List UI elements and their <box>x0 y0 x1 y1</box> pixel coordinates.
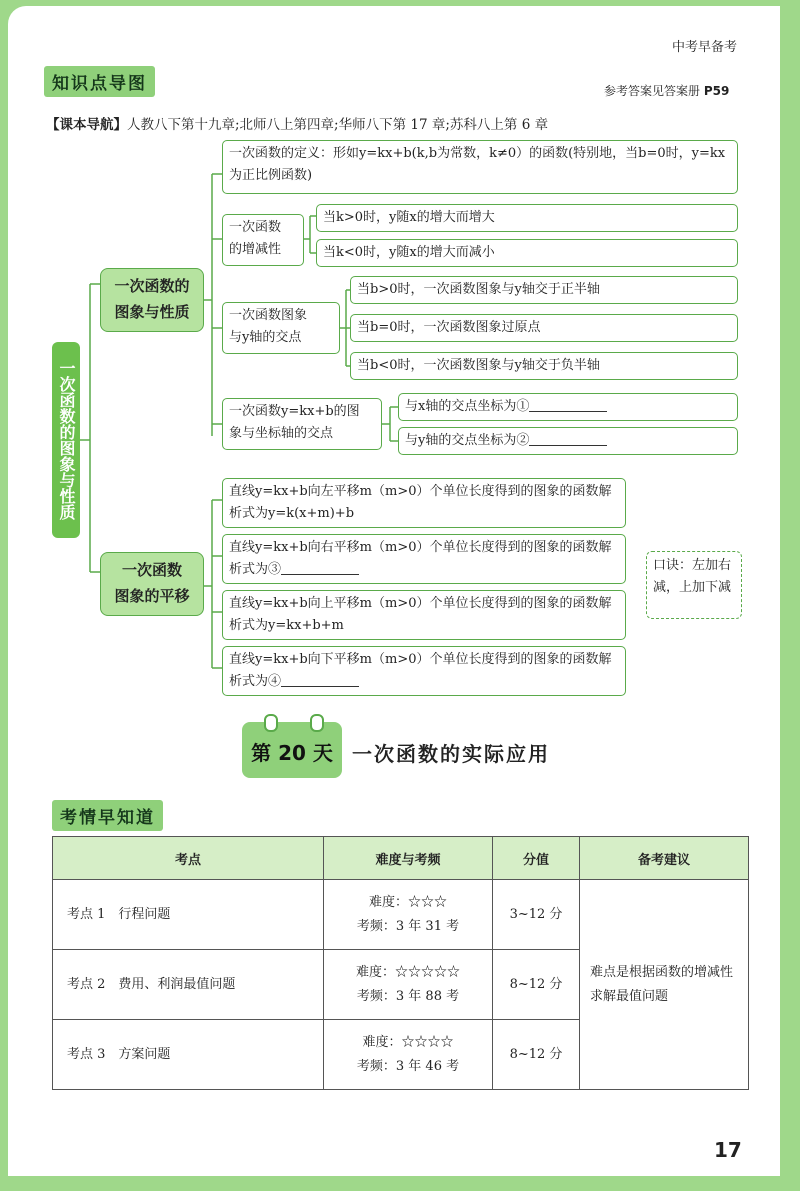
mindmap-root: 一次函数的图象与性质 <box>52 342 80 538</box>
monotonic-decreasing: 当k<0时，y随x的增大而减小 <box>316 239 738 267</box>
x-axis-intersection <box>398 393 738 421</box>
answer-blank-3 <box>281 560 359 575</box>
answer-page: P59 <box>703 84 730 98</box>
guide-label: 【课本导航】 <box>46 117 127 133</box>
exam-table <box>52 836 749 1090</box>
monotonic-label: 一次函数 的增减性 <box>222 214 304 266</box>
y-intercept-label: 一次函数图象 与y轴的交点 <box>222 302 340 354</box>
translate-up: 直线y=kx+b向上平移m（m>0）个单位长度得到的图象的函数解析式为y=kx+b+m <box>222 590 626 640</box>
exam-section-title: 考情早知道 <box>52 800 163 831</box>
ring-icon <box>310 714 324 732</box>
score: 8~12 分 <box>493 1020 580 1090</box>
page <box>8 6 780 1176</box>
difficulty-freq <box>324 950 493 1020</box>
header-point: 考点 <box>53 837 324 880</box>
difficulty-freq <box>324 880 493 950</box>
table-row <box>53 880 749 950</box>
branch-graph-properties: 一次函数的 图象与性质 <box>100 268 204 332</box>
header-advice: 备考建议 <box>580 837 749 880</box>
branch-translation: 一次函数 图象的平移 <box>100 552 204 616</box>
translate-right-text: 直线y=kx+b向右平移m（m>0）个单位长度得到的图象的函数解析式为③ <box>229 540 612 577</box>
y-intercept-negative: 当b<0时，一次函数图象与y轴交于负半轴 <box>350 352 738 380</box>
frequency: 考频：3 年 31 考 <box>356 918 460 934</box>
answer-blank-1 <box>529 397 607 412</box>
score: 3~12 分 <box>493 880 580 950</box>
mindmap-section-title: 知识点导图 <box>44 66 155 97</box>
translate-right <box>222 534 626 584</box>
ring-icon <box>264 714 278 732</box>
answer-blank-2 <box>529 431 607 446</box>
day-badge-text: 第 20 天 <box>251 741 333 765</box>
table-header-row <box>53 837 749 880</box>
day-title: 一次函数的实际应用 <box>352 742 550 766</box>
day-badge <box>242 722 342 778</box>
guide-text: 人教八下第十九章;北师八上第四章;华师八下第 17 章;苏科八上第 6 章 <box>127 117 549 133</box>
exam-point: 考点 1 行程问题 <box>53 880 324 950</box>
difficulty: 难度：☆☆☆ <box>368 894 447 910</box>
x-axis-intersection-text: 与x轴的交点坐标为① <box>405 399 530 414</box>
mnemonic-tip: 口诀：左加右减，上加下减 <box>646 551 742 619</box>
answer-reference <box>604 82 729 99</box>
advice: 难点是根据函数的增减性求解最值问题 <box>580 880 749 1090</box>
answer-blank-4 <box>281 672 359 687</box>
definition-box: 一次函数的定义：形如y=kx+b(k,b为常数，k≠0）的函数(特别地，当b=0时，y=kx为正比例函数) <box>222 140 738 194</box>
exam-point: 考点 3 方案问题 <box>53 1020 324 1090</box>
translate-left: 直线y=kx+b向左平移m（m>0）个单位长度得到的图象的函数解析式为y=k(x+m)+b <box>222 478 626 528</box>
frequency: 考频：3 年 46 考 <box>356 1058 460 1074</box>
translate-down <box>222 646 626 696</box>
answer-ref-text: 参考答案见答案册 <box>604 84 701 98</box>
difficulty-freq <box>324 1020 493 1090</box>
header-score: 分值 <box>493 837 580 880</box>
y-intercept-positive: 当b>0时，一次函数图象与y轴交于正半轴 <box>350 276 738 304</box>
textbook-guide <box>46 113 548 133</box>
y-intercept-origin: 当b=0时，一次函数图象过原点 <box>350 314 738 342</box>
axes-intersection-label: 一次函数y=kx+b的图 象与坐标轴的交点 <box>222 398 382 450</box>
series-title: 中考早备考 <box>672 40 738 55</box>
exam-point: 考点 2 费用、利润最值问题 <box>53 950 324 1020</box>
frequency: 考频：3 年 88 考 <box>356 988 460 1004</box>
difficulty: 难度：☆☆☆☆ <box>362 1034 454 1050</box>
monotonic-increasing: 当k>0时，y随x的增大而增大 <box>316 204 738 232</box>
translate-down-text: 直线y=kx+b向下平移m（m>0）个单位长度得到的图象的函数解析式为④ <box>229 652 612 689</box>
score: 8~12 分 <box>493 950 580 1020</box>
y-axis-intersection-text: 与y轴的交点坐标为② <box>405 433 530 448</box>
difficulty: 难度：☆☆☆☆☆ <box>355 964 460 980</box>
page-number: 17 <box>714 1138 742 1162</box>
y-axis-intersection <box>398 427 738 455</box>
header-difficulty: 难度与考频 <box>324 837 493 880</box>
